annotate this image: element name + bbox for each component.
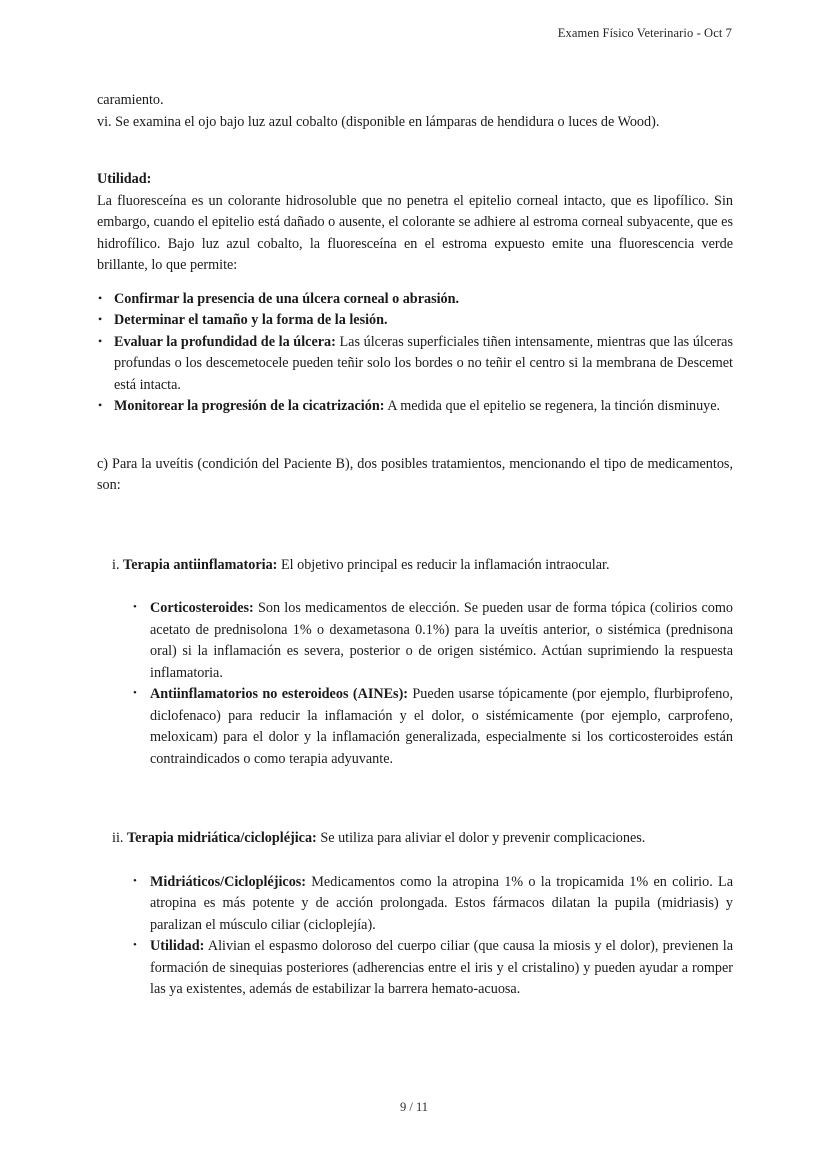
list-item-label: Evaluar la profundidad de la úlcera: [114, 333, 336, 350]
list-item [131, 598, 733, 684]
page-footer: 9 / 11 [399, 1100, 428, 1114]
list-item [97, 289, 733, 311]
list-item [97, 310, 733, 332]
treatment-numeral: ii. [112, 830, 124, 846]
treatment-heading [112, 555, 733, 577]
treatment-heading [112, 828, 733, 850]
list-item-text: Pueden usarse tópicamente (por ejemplo, flurbiprofeno, diclofenaco) para reducir la inflamación y el dolor, o sistémicamente (por ejemplo, carprofeno, meloxicam) para el dolor y la inflamación generalizada, especialmente si los corticosteroides están contraindicados o como terapia adyuvante. [150, 686, 733, 767]
list-item [131, 936, 733, 1001]
list-item [97, 332, 733, 397]
procedure-step-vi: vi. Se examina el ojo bajo luz azul cobalto (disponible en lámparas de hendidura o luces de Wood). [97, 113, 660, 130]
treatment-title: Terapia antiinflamatoria: [123, 556, 278, 573]
list-item [131, 684, 733, 770]
list-item-text: A medida que el epitelio se regenera, la tinción disminuye. [384, 398, 721, 414]
list-item-text: Las úlceras superficiales tiñen intensamente, mientras que las úlceras profundas o los descemetocele pueden teñir solo los bordes o no teñir el centro si la membrana de Descemet está intacta. [114, 333, 734, 393]
treatment-numeral: i. [112, 556, 120, 573]
treatment-medication-list [131, 598, 733, 770]
list-item-text: Alivian el espasmo doloroso del cuerpo ciliar (que causa la miosis y el dolor), previenen la formación de sinequias posteriores (adherencias entre el iris y el cristalino) y pueden ayudar a romper las ya existentes, además de estabilizar la barrera hemato-acuosa. [150, 938, 733, 997]
utilidad-heading: Utilidad: [97, 171, 152, 187]
list-item-label: Determinar el tamaño y la forma de la lesión. [114, 312, 388, 328]
section-c-paragraph: c) Para la uveítis (condición del Paciente B), dos posibles tratamientos, mencionando el tipo de medicamentos, son: [97, 455, 733, 493]
treatment-description: El objetivo principal es reducir la inflamación intraocular. [277, 556, 610, 573]
continued-text: caramiento. [97, 92, 164, 108]
list-item [97, 396, 733, 418]
running-header: Examen Físico Veterinario - Oct 7 [557, 26, 732, 40]
list-item-text: Son los medicamentos de elección. Se pueden usar de forma tópica (colirios como acetato de prednisolona 1% o dexametasona 0.1%) para la uveítis anterior, o sistémica (prednisona oral) si la inflamación es severa, posterior o de origen sistémico. Actúan suprimiendo la respuesta inflamatoria. [150, 600, 733, 681]
list-item-label: Antiinflamatorios no esteroideos (AINEs): [150, 686, 409, 702]
treatment-title: Terapia midriática/ciclopléjica: [126, 830, 317, 846]
list-item-text: Medicamentos como la atropina 1% o la tropicamida 1% en colirio. La atropina es más potente y de acción prolongada. Estos fármacos dilatan la pupila (midriasis) y paralizan el músculo ciliar (cicloplejía). [150, 873, 733, 933]
treatment-description: Se utiliza para aliviar el dolor y prevenir complicaciones. [316, 830, 646, 846]
list-item-label: Midriáticos/Ciclopléjicos: [150, 873, 307, 890]
list-item [131, 872, 733, 937]
list-item-label: Monitorear la progresión de la cicatrización: [114, 398, 385, 414]
list-item-label: Confirmar la presencia de una úlcera corneal o abrasión. [114, 290, 460, 307]
treatments-container [97, 555, 733, 1001]
treatment-medication-list [131, 872, 733, 1001]
fluorescein-uses-list [97, 289, 733, 418]
list-item-label: Utilidad: [150, 938, 205, 954]
document-body [97, 90, 733, 1001]
utilidad-paragraph: La fluoresceína es un colorante hidrosoluble que no penetra el epitelio corneal intacto, que es lipofílico. Sin embargo, cuando el epitelio está dañado o ausente, el colorante se adhiere al estroma corneal subyacente, que es hidrofílico. Bajo luz azul cobalto, la fluoresceína en el estroma expuesto emite una fluorescencia verde brillante, lo que permite: [97, 192, 733, 273]
list-item-label: Corticosteroides: [150, 600, 254, 616]
